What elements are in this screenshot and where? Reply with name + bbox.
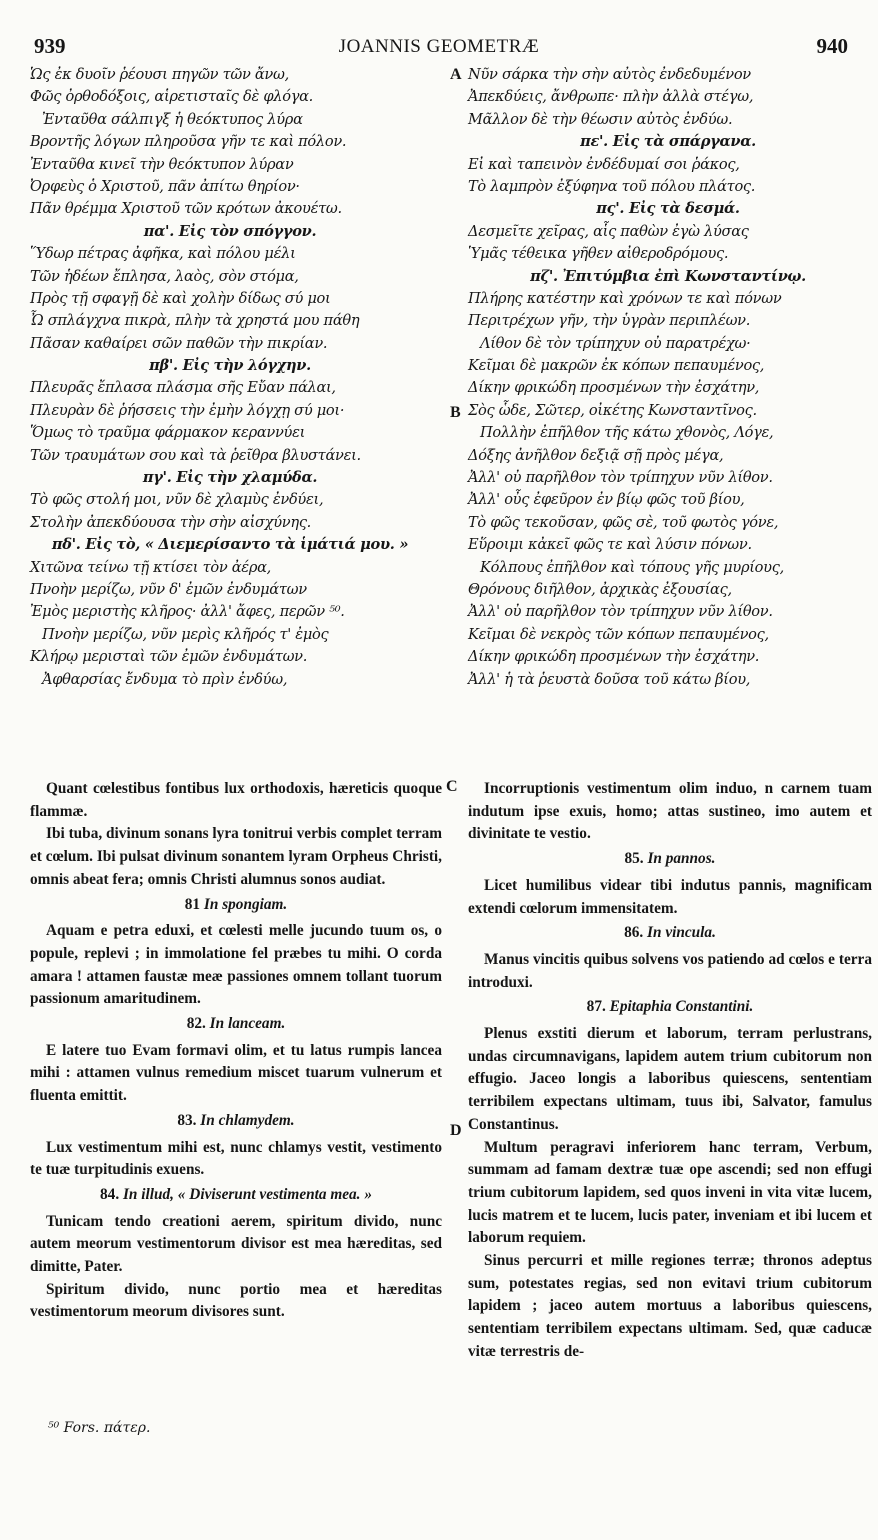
verse-line: Πολλὴν ἐπῆλθον τῆς κάτω χθονὸς, Λόγε, xyxy=(480,424,774,442)
verse-line: Τὸ φῶς τεκοῦσαν, φῶς σὲ, τοῦ φωτὸς γόνε, xyxy=(468,513,779,531)
verse-line: Ὅμως τὸ τραῦμα φάρμακον κεραννύει xyxy=(30,424,306,442)
section-heading xyxy=(30,1184,442,1207)
verse-line: Ἀφθαρσίας ἔνδυμα τὸ πρὶν ἐνδύω, xyxy=(42,670,288,688)
verse-line: Τὸ φῶς στολή μοι, νῦν δὲ χλαμὺς ἐνδύει, xyxy=(30,491,324,509)
translation-paragraph: Multum peragravi inferiorem hanc terram, Verbum, summam ad famam dextræ tuæ ope ascendi; sed non effugi trium cubitorum lapidem, sed quos inveni in vita vitæ lucem, lucis matrem et te lucem, lucis pater, inveniam et ibi lucem et laborum requiem. xyxy=(468,1138,872,1247)
verse-line: Ἀλλ' ἡ τὰ ῥευστὰ δοῦσα τοῦ κάτω βίου, xyxy=(468,670,751,688)
column-marker-a: A xyxy=(450,66,462,83)
verse-line: Πνοὴν μερίζω, νῦν δ' ἐμῶν ἐνδυμάτων xyxy=(30,580,307,598)
verse-line: Ὀρφεὺς ὁ Χριστοῦ, πᾶν ἀπίτω θηρίον· xyxy=(30,177,300,195)
section-title: In pannos. xyxy=(647,850,716,868)
verse-line: Πλευρᾶς ἔπλασα πλάσμα σῆς Εὔαν πάλαι, xyxy=(30,379,336,397)
section-heading xyxy=(468,848,872,871)
translation-paragraph: E latere tuo Evam formavi olim, et tu latus rumpis lancea mihi : attamen vulnus remedium miscet tuarum vulnerum et fluenta emittit. xyxy=(30,1041,442,1105)
section-title: In lanceam. xyxy=(209,1015,286,1033)
verse-line: Περιτρέχων γῆν, τὴν ὑγρὰν περιπλέων. xyxy=(468,312,751,330)
translation-paragraph: Lux vestimentum mihi est, nunc chlamys vestit, vestimento te tuæ turpitudinis exuens. xyxy=(30,1138,442,1179)
section-number: 81 xyxy=(184,895,201,913)
verse-line: Πρὸς τῇ σφαγῇ δὲ καὶ χολὴν δίδως σύ μοι xyxy=(30,289,331,307)
verse-line: Δεσμεῖτε χεῖρας, αἷς παθὼν ἐγὼ λύσας xyxy=(468,222,749,240)
translation-paragraph: Sinus percurri et mille regiones terræ; thronos adeptus sum, potestates regias, sed non evitavi trium cubitorum lapidem ; jaceo autem mortuus a laboribus quiescens, sententiam terribilem expectans ultimam. Sed, quæ caducæ vitæ terrestris de- xyxy=(468,1252,872,1360)
section-heading xyxy=(468,922,872,945)
verse-line: Κλήρῳ μερισταὶ τῶν ἐμῶν ἐνδυμάτων. xyxy=(30,648,308,666)
verse-line: Ἀλλ' οὐ παρῆλθον τὸν τρίπηχυν νῦν λίθον. xyxy=(468,603,773,621)
page-number-right: 940 xyxy=(816,34,848,58)
verse-line: Σὸς ὧδε, Σῶτερ, οἰκέτης Κωνσταντῖνος. xyxy=(468,401,757,419)
section-title: In illud, « Diviserunt vestimenta mea. » xyxy=(122,1185,372,1203)
verse-line: Πλευρὰν δὲ ῥήσσεις τὴν ἐμὴν λόγχῃ σύ μοι· xyxy=(30,401,345,419)
verse-line: Τῶν τραυμάτων σου καὶ τὰ ῥεῖθρα βλυστάνει. xyxy=(30,446,361,464)
column-marker-c: C xyxy=(446,778,458,795)
section-title: In chlamydem. xyxy=(200,1111,295,1129)
translation-paragraph: Incorruptionis vestimentum olim induo, n carnem tuam indutum ipse exuis, homo; attas sustineo, imo autem et divinitate te vestio. xyxy=(468,780,872,843)
verse-line: Χιτῶνα τείνω τῇ κτίσει τὸν ἀέρα, xyxy=(30,558,271,576)
running-head xyxy=(28,34,850,62)
column-marker-d: D xyxy=(450,1122,462,1139)
verse-line: Δόξης ἀνῆλθον δεξιᾷ σῇ πρὸς μέγα, xyxy=(468,446,724,464)
section-title: In vincula. xyxy=(647,924,716,942)
translation-paragraph: Manus vincitis quibus solvens vos patiendo ad cœlos e terra introduxi. xyxy=(468,950,872,991)
section-heading xyxy=(30,894,442,917)
translation-paragraph: Quant cœlestibus fontibus lux orthodoxis, hæreticis quoque flammæ. xyxy=(30,780,442,820)
verse-line: Ὑμᾶς τέθεικα γῆθεν αἰθεροδρόμους. xyxy=(468,245,729,263)
verse-line: Στολὴν ἀπεκδύουσα τὴν σὴν αἰσχύνης. xyxy=(30,513,312,531)
translation-paragraph: Plenus exstiti dierum et laborum, terram perlustrans, undas circumnavigans, lapidem autem trium cubitorum non effugio. Jaceo longis a laboribus quiescens, sententiam terribilem expectans ultimam, tuus ibi, Salvator, famulus Constantinus. xyxy=(468,1025,872,1133)
column-marker-b: B xyxy=(450,404,461,421)
verse-line: Τῶν ἡδέων ἔπλησα, λαὸς, σὸν στόμα, xyxy=(30,267,299,285)
verse-line: Βροντῆς λόγων πληροῦσα γῆν τε καὶ πόλον. xyxy=(30,133,347,151)
section-number: 82. xyxy=(186,1015,206,1033)
verse-line: Ἀλλ' οὐ παρῆλθον τὸν τρίπηχυν νῦν λίθον. xyxy=(468,469,773,487)
verse-line: Ἐμὸς μεριστὴς κλῆρος· ἀλλ' ἄφες, περῶν ⁵⁰. xyxy=(30,603,345,621)
verse-line: Ὕδωρ πέτρας ἀφῆκα, καὶ πόλου μέλι xyxy=(30,245,296,263)
translation-paragraph: Spiritum divido, nunc portio mea et hæreditas vestimentorum meorum divisores sunt. xyxy=(30,1280,442,1321)
section-heading xyxy=(30,1110,442,1133)
verse-line: Τὸ λαμπρὸν ἐξύφηνα τοῦ πόλου πλάτος. xyxy=(468,177,756,195)
poem-heading: πς'. Εἰς τὰ δεσμά. xyxy=(596,200,740,218)
verse-line: Δίκην φρικώδη προσμένων τὴν ἐσχάτην. xyxy=(468,648,760,666)
page-number-left: 939 xyxy=(34,34,66,58)
verse-line: Κόλπους ἐπῆλθον καὶ τόπους γῆς μυρίους, xyxy=(480,558,784,576)
section-number: 84. xyxy=(100,1185,120,1203)
poem-heading: πβ'. Εἰς τὴν λόγχην. xyxy=(149,357,311,375)
section-heading xyxy=(30,1013,442,1036)
verse-line: Ἀπεκδύεις, ἄνθρωπε· πλὴν ἀλλὰ στέγω, xyxy=(468,88,754,106)
verse-line: Ἐνταῦθα σάλπιγξ ἡ θεόκτυπος λύρα xyxy=(42,110,303,128)
verse-line: Πλήρης κατέστην καὶ χρόνων τε καὶ πόνων xyxy=(468,289,782,307)
greek-column-right xyxy=(468,64,868,691)
verse-line: Πνοὴν μερίζω, νῦν μερὶς κλῆρός τ' ἐμὸς xyxy=(42,625,329,643)
verse-line: Ὦ σπλάγχνα πικρὰ, πλὴν τὰ χρηστά μου πάθη xyxy=(30,312,360,330)
verse-line: Ἀλλ' οὖς ἐφεῦρον ἐν βίῳ φῶς τοῦ βίου, xyxy=(468,491,745,509)
running-title: JOANNIS GEOMETRÆ xyxy=(338,36,540,57)
verse-line: Ἐνταῦθα κινεῖ τὴν θεόκτυπον λύραν xyxy=(30,155,294,173)
section-number: 85. xyxy=(624,850,644,868)
poem-heading: πδ'. Εἰς τὸ, « Διεμερίσαντο τὰ ἱμάτιά μου. » xyxy=(51,536,409,554)
verse-line: Λίθον δὲ τὸν τρίπηχυν οὐ παρατρέχω· xyxy=(480,334,751,352)
verse-line: Κεῖμαι δὲ μακρῶν ἐκ κόπων πεπαυμένος, xyxy=(468,357,765,375)
verse-line: Φῶς ὀρθοδόξοις, αἱρετισταῖς δὲ φλόγα. xyxy=(30,88,314,106)
poem-heading: πζ'. Ἐπιτύμβια ἐπὶ Κωνσταντίνῳ. xyxy=(530,267,806,285)
poem-heading: πε'. Εἰς τὰ σπάργανα. xyxy=(580,133,756,151)
verse-line: Δίκην φρικώδη προσμένων τὴν ἐσχάτην, xyxy=(468,379,760,397)
footnote: ⁵⁰ Fors. πάτερ. xyxy=(48,1420,151,1436)
translation-paragraph: Tunicam tendo creationi aerem, spiritum divido, nunc autem meorum vestimentorum divisor est mea hæreditas, sed dimitte, Pater. xyxy=(30,1212,442,1276)
verse-line: Πᾶσαν καθαίρει σῶν παθῶν τὴν πικρίαν. xyxy=(30,334,328,352)
verse-line: Εἰ καὶ ταπεινὸν ἐνδέδυμαί σοι ῥάκος, xyxy=(468,155,740,173)
verse-line: Νῦν σάρκα τὴν σὴν αὐτὸς ἐνδεδυμένον xyxy=(468,66,751,83)
verse-line: Μᾶλλον δὲ τὴν θέωσιν αὐτὸς ἐνδύω. xyxy=(468,110,733,128)
latin-column-right xyxy=(468,778,872,1364)
section-number: 83. xyxy=(177,1111,197,1129)
verse-line: Θρόνους διῆλθον, ἀρχικὰς ἐξουσίας, xyxy=(468,580,732,598)
section-title: In spongiam. xyxy=(203,895,288,913)
translation-paragraph: Ibi tuba, divinum sonans lyra tonitrui verbis complet terram et cœlum. Ibi pulsat divinum sonantem lyram Orpheus Christi, omnis abeat fera; omnis Christi alumnus sonos audiat. xyxy=(30,825,442,888)
poem-heading: πα'. Εἰς τὸν σπόγγον. xyxy=(143,222,317,240)
poem-heading: πγ'. Εἰς τὴν χλαμύδα. xyxy=(142,469,318,487)
section-number: 86. xyxy=(624,924,644,942)
section-heading xyxy=(468,996,872,1019)
section-number: 87. xyxy=(586,998,606,1016)
section-title: Epitaphia Constantini. xyxy=(609,998,754,1016)
verse-line: Εὕροιμι κἀκεῖ φῶς τε καὶ λύσιν πόνων. xyxy=(468,536,752,554)
verse-line: Πᾶν θρέμμα Χριστοῦ τῶν κρότων ἀκουέτω. xyxy=(30,200,342,218)
latin-column-left xyxy=(30,778,442,1324)
verse-line: Κεῖμαι δὲ νεκρὸς τῶν κόπων πεπαυμένος, xyxy=(468,625,769,643)
verse-line: Ὡς ἐκ δυοῖν ῥέουσι πηγῶν τῶν ἄνω, xyxy=(30,66,289,83)
greek-column-left xyxy=(30,64,430,691)
translation-paragraph: Aquam e petra eduxi, et cœlesti melle jucundo tuum os, o popule, replevi ; in immolatione fel præbes tu mihi. O corda amara ! attamen faustæ meæ passiones omnem tollant tuorum passionum amaritudinem. xyxy=(30,922,442,1008)
translation-paragraph: Licet humilibus videar tibi indutus pannis, magnificam extendi cœlorum immensitatem. xyxy=(468,876,872,917)
